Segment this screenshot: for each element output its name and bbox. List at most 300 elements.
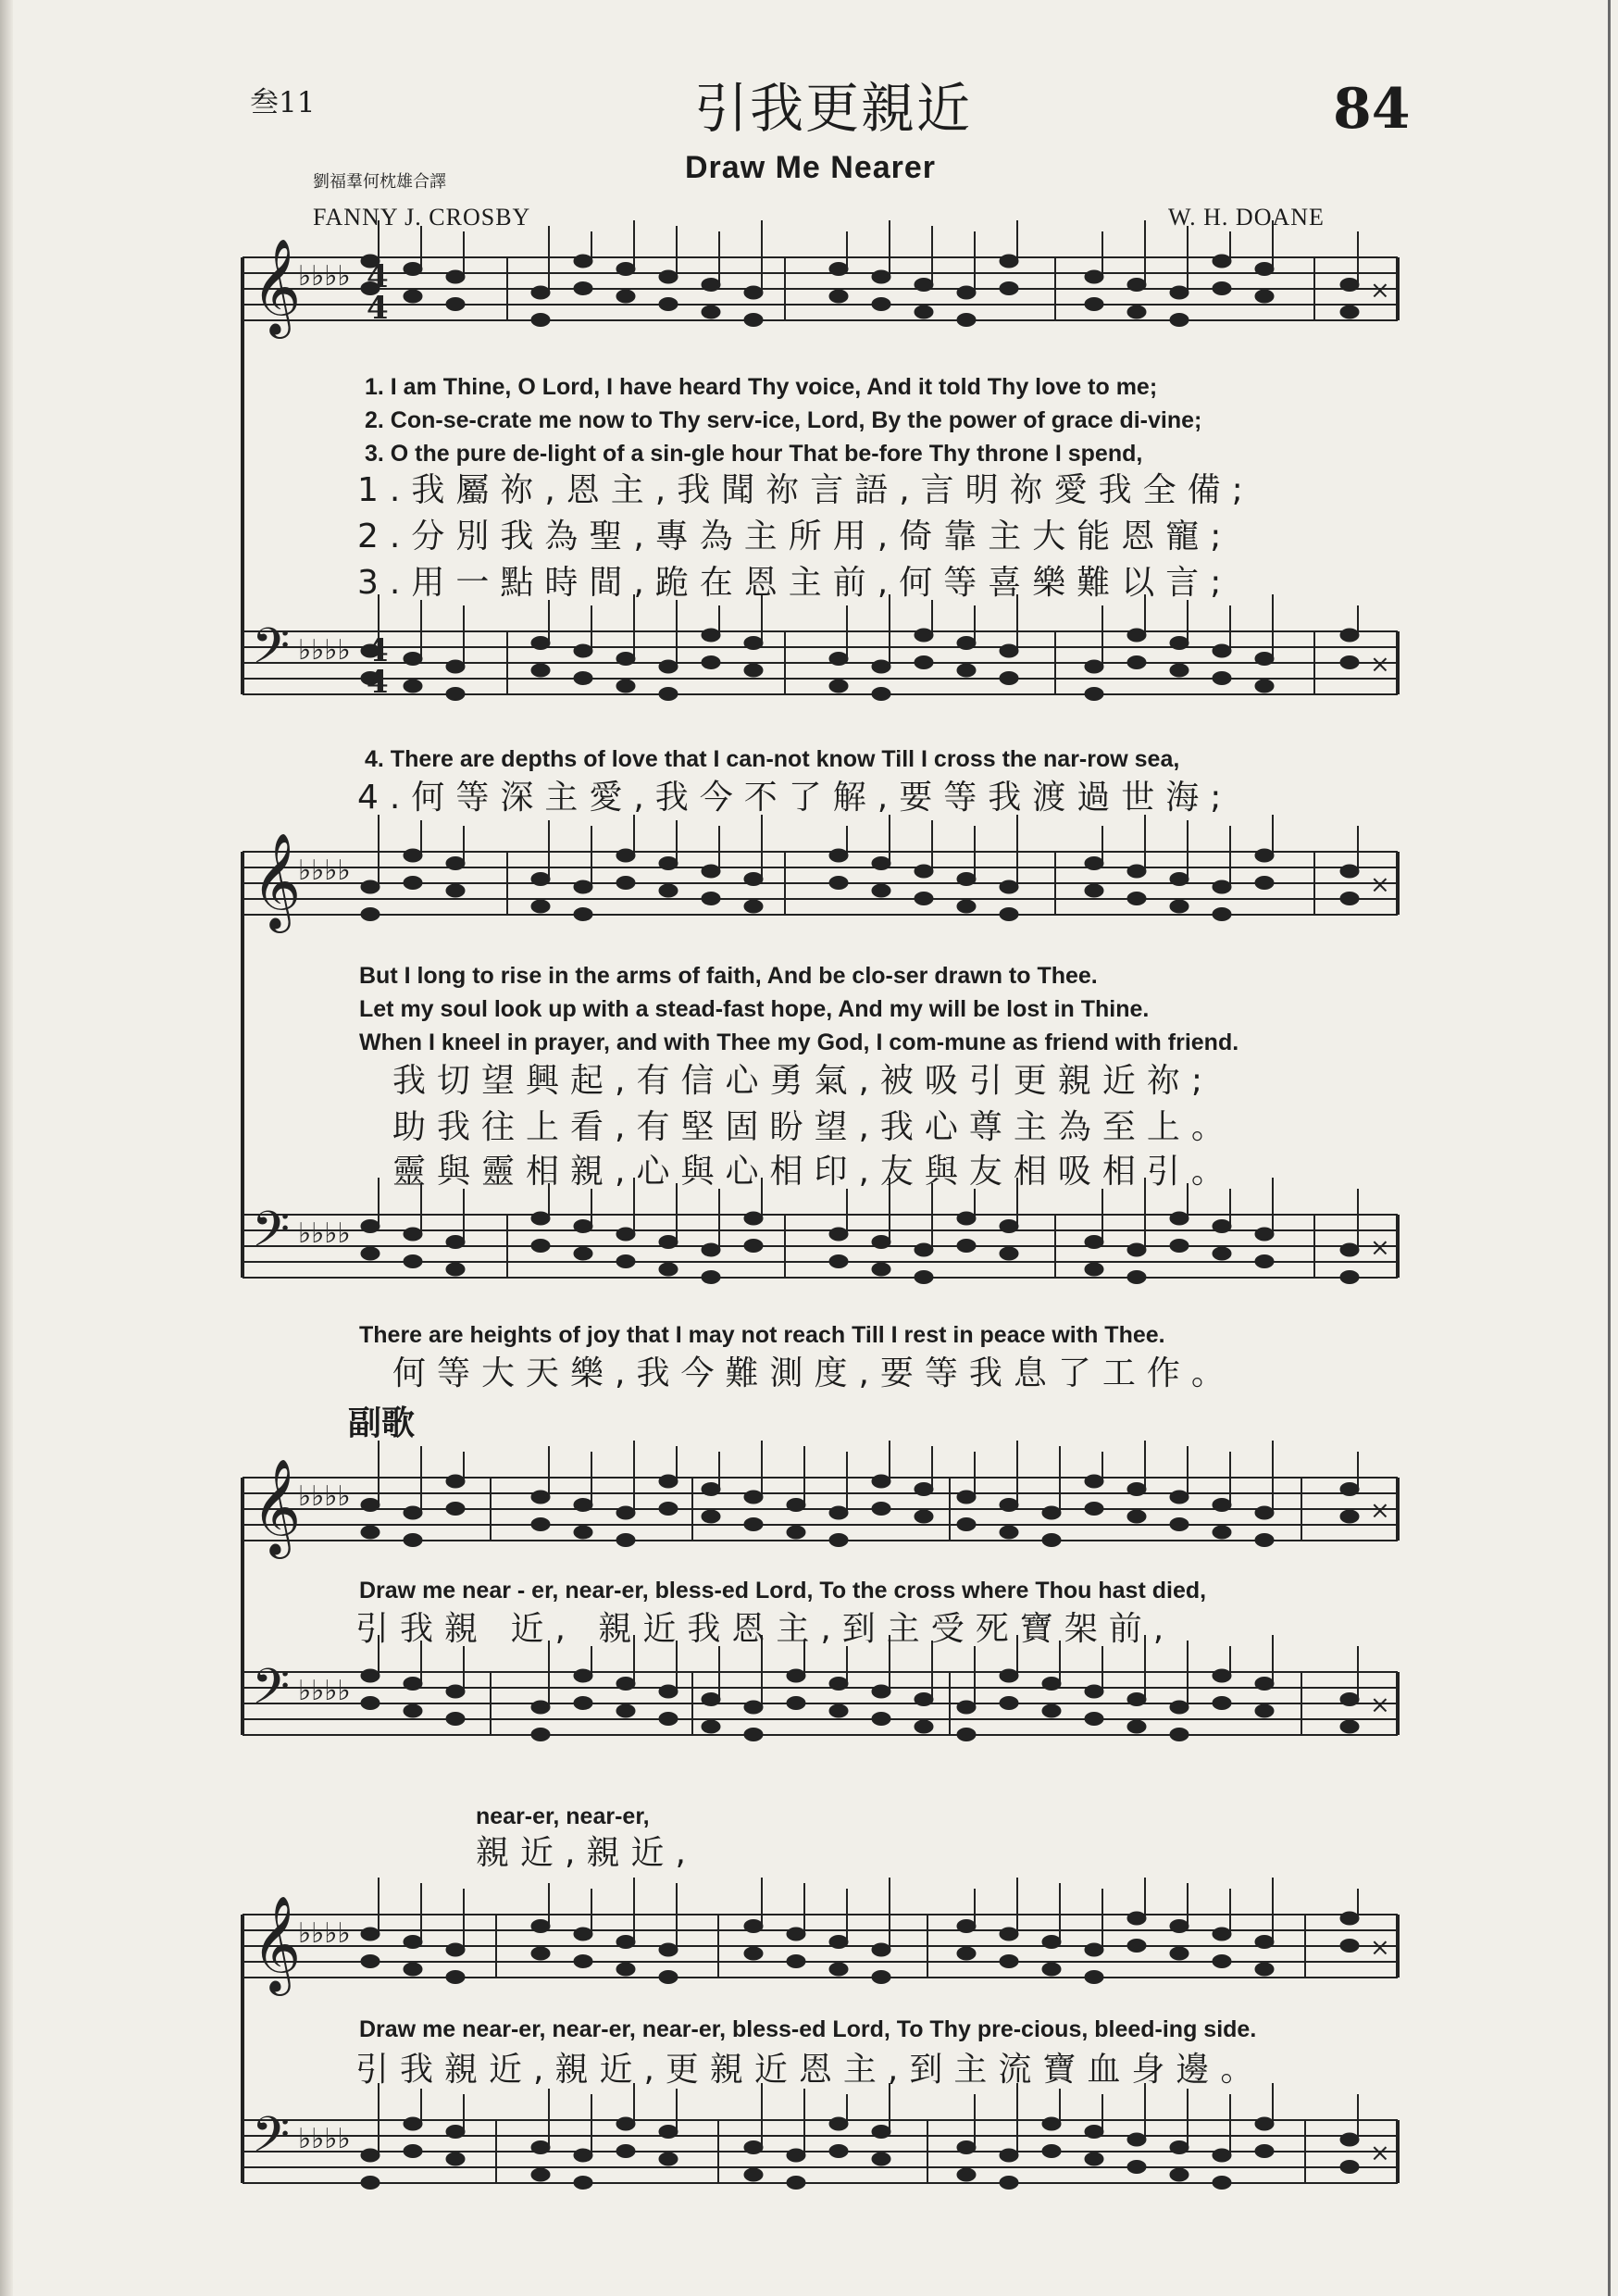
note-head xyxy=(1255,1704,1274,1717)
note-head xyxy=(872,884,890,897)
note-head xyxy=(787,1526,805,1539)
note-head xyxy=(957,1491,976,1504)
note-head xyxy=(1340,306,1359,318)
note-head xyxy=(446,1685,465,1698)
verse4-line1-zh: 4.何等深主愛,我今不了解,要等我渡過世海; xyxy=(357,779,1233,817)
key-signature-flats: ♭♭♭♭ xyxy=(298,2123,351,2155)
note-head xyxy=(872,2126,890,2139)
note-head xyxy=(404,1936,422,1949)
note-head xyxy=(1000,1220,1018,1233)
note-head xyxy=(616,1228,635,1241)
note-head xyxy=(531,1212,550,1225)
chorus-echo: near-er, near-er, xyxy=(476,1803,650,1829)
note-head xyxy=(1170,286,1189,299)
note-head xyxy=(531,1728,550,1741)
note-head xyxy=(1042,1534,1061,1547)
note-head xyxy=(1213,880,1231,893)
note-head xyxy=(1085,660,1103,673)
note-head xyxy=(829,1704,848,1717)
note-head xyxy=(1127,1510,1146,1523)
fermata-mark-icon: × xyxy=(1370,2140,1390,2167)
note-head xyxy=(1000,908,1018,921)
bass-clef-icon: 𝄢 xyxy=(252,2107,291,2176)
time-signature: 4 xyxy=(367,632,389,669)
note-head xyxy=(404,1255,422,1268)
note-head xyxy=(531,664,550,677)
note-head xyxy=(404,1228,422,1241)
note-head xyxy=(659,2126,678,2139)
note-head xyxy=(1213,1247,1231,1260)
note-head xyxy=(915,306,933,318)
note-head xyxy=(829,1534,848,1547)
note-head xyxy=(702,1483,720,1496)
bass-clef-icon: 𝄢 xyxy=(252,1659,291,1728)
fermata-mark-icon: × xyxy=(1370,1691,1390,1719)
note-head xyxy=(1127,306,1146,318)
note-head xyxy=(361,2177,380,2190)
note-head xyxy=(872,660,890,673)
note-head xyxy=(659,884,678,897)
note-head xyxy=(872,1713,890,1726)
key-signature-flats: ♭♭♭♭ xyxy=(298,855,351,887)
note-head xyxy=(1255,290,1274,303)
note-head xyxy=(957,900,976,913)
translators: 劉福羣何枕雄合譯 xyxy=(313,172,446,192)
note-head xyxy=(1000,1247,1018,1260)
note-head xyxy=(1000,2177,1018,2190)
note-head xyxy=(1170,2168,1189,2181)
note-head xyxy=(574,908,592,921)
note-head xyxy=(574,2149,592,2162)
verse3-line1-zh: 3.用一點時間,跪在恩主前,何等喜樂難以言; xyxy=(357,564,1233,602)
note-head xyxy=(744,2141,763,2154)
fermata-mark-icon: × xyxy=(1370,871,1390,899)
note-head xyxy=(361,2149,380,2162)
note-head xyxy=(1255,1936,1274,1949)
verse1-line2-zh: 我切望興起,有信心勇氣,被吸引更親近祢; xyxy=(392,1062,1214,1100)
note-head xyxy=(1000,1697,1018,1710)
note-head xyxy=(702,306,720,318)
note-head xyxy=(829,290,848,303)
note-head xyxy=(1085,1263,1103,1276)
note-head xyxy=(659,2152,678,2165)
note-head xyxy=(1042,2117,1061,2130)
note-head xyxy=(1000,880,1018,893)
note-head xyxy=(702,892,720,905)
treble-clef-icon: 𝄞 xyxy=(252,1458,302,1555)
note-head xyxy=(1085,884,1103,897)
note-head xyxy=(616,680,635,693)
time-signature: 4 xyxy=(367,258,389,295)
fermata-mark-icon: × xyxy=(1370,1934,1390,1962)
note-head xyxy=(1085,2152,1103,2165)
hymnal-signature: 叁11 xyxy=(250,86,316,119)
note-head xyxy=(531,2168,550,2181)
treble-clef-icon: 𝄞 xyxy=(252,832,302,930)
note-head xyxy=(915,1243,933,1256)
note-head xyxy=(915,1510,933,1523)
note-head xyxy=(404,849,422,862)
fermata-mark-icon: × xyxy=(1370,1497,1390,1525)
note-head xyxy=(1170,1212,1189,1225)
note-head xyxy=(1340,1483,1359,1496)
note-head xyxy=(829,2117,848,2130)
note-head xyxy=(872,1475,890,1488)
note-head xyxy=(787,2177,805,2190)
note-head xyxy=(1127,656,1146,669)
note-head xyxy=(531,1518,550,1531)
note-head xyxy=(1213,1928,1231,1940)
verse4-line2: There are heights of joy that I may not reach Till I rest in peace with Thee. xyxy=(359,1322,1165,1348)
note-head xyxy=(1085,688,1103,701)
note-head xyxy=(787,1928,805,1940)
note-head xyxy=(872,270,890,283)
note-head xyxy=(404,1678,422,1691)
note-head xyxy=(1213,1697,1231,1710)
key-signature-flats: ♭♭♭♭ xyxy=(298,634,351,667)
chorus-line1: Draw me near - er, near-er, bless-ed Lord, To the cross where Thou hast died, xyxy=(359,1578,1207,1603)
note-head xyxy=(446,660,465,673)
note-head xyxy=(659,1503,678,1516)
note-head xyxy=(616,290,635,303)
fermata-mark-icon: × xyxy=(1370,277,1390,305)
note-head xyxy=(787,1697,805,1710)
note-head xyxy=(702,629,720,642)
verse2-line1: 2. Con-se-crate me now to Thy serv-ice, Lord, By the power of grace di-vine; xyxy=(365,407,1202,433)
note-head xyxy=(957,1212,976,1225)
note-head xyxy=(574,1697,592,1710)
verse3-line2-zh: 靈與靈相親,心與心相印,友與友相吸相引。 xyxy=(392,1153,1236,1191)
note-head xyxy=(361,1697,380,1710)
note-head xyxy=(446,1943,465,1956)
verse3-line2: When I kneel in prayer, and with Thee my God, I com-mune as friend with friend. xyxy=(359,1029,1239,1055)
note-head xyxy=(744,314,763,327)
note-head xyxy=(915,656,933,669)
note-head xyxy=(702,656,720,669)
note-head xyxy=(1085,1685,1103,1698)
note-head xyxy=(574,672,592,685)
key-signature-flats: ♭♭♭♭ xyxy=(298,1917,351,1950)
title-chinese: 引我更親近 xyxy=(694,77,973,140)
note-head xyxy=(404,1704,422,1717)
time-signature: 4 xyxy=(367,664,389,701)
note-head xyxy=(1170,1240,1189,1253)
note-head xyxy=(1000,2149,1018,2162)
note-head xyxy=(531,873,550,886)
note-head xyxy=(446,1503,465,1516)
note-head xyxy=(702,1693,720,1706)
note-head xyxy=(829,1228,848,1241)
note-head xyxy=(829,1255,848,1268)
note-head xyxy=(361,1499,380,1512)
note-head xyxy=(1255,1255,1274,1268)
note-head xyxy=(446,2152,465,2165)
note-head xyxy=(1213,672,1231,685)
key-signature-flats: ♭♭♭♭ xyxy=(298,1480,351,1513)
note-head xyxy=(787,2149,805,2162)
note-head xyxy=(531,1701,550,1714)
note-head xyxy=(446,1475,465,1488)
note-head xyxy=(744,1728,763,1741)
note-head xyxy=(446,688,465,701)
note-head xyxy=(829,680,848,693)
note-head xyxy=(1000,1955,1018,1968)
note-head xyxy=(1170,1701,1189,1714)
note-head xyxy=(744,1947,763,1960)
note-head xyxy=(1042,1678,1061,1691)
note-head xyxy=(829,263,848,276)
note-head xyxy=(1085,1503,1103,1516)
treble-clef-icon: 𝄞 xyxy=(252,1895,302,1992)
note-head xyxy=(574,1499,592,1512)
note-head xyxy=(574,644,592,657)
note-head xyxy=(1000,644,1018,657)
note-head xyxy=(404,653,422,666)
verse1-line1: 1. I am Thine, O Lord, I have heard Thy voice, And it told Thy love to me; xyxy=(365,374,1158,400)
note-head xyxy=(1127,629,1146,642)
note-head xyxy=(702,279,720,292)
note-head xyxy=(957,873,976,886)
note-head xyxy=(744,2168,763,2181)
note-head xyxy=(829,1936,848,1949)
note-head xyxy=(616,2117,635,2130)
note-head xyxy=(829,877,848,890)
note-head xyxy=(1170,1491,1189,1504)
note-head xyxy=(446,1713,465,1726)
note-head xyxy=(744,900,763,913)
note-head xyxy=(1000,1499,1018,1512)
note-head xyxy=(744,1212,763,1225)
note-head xyxy=(1127,2161,1146,2174)
note-head xyxy=(915,1693,933,1706)
note-head xyxy=(1170,637,1189,650)
note-head xyxy=(574,1220,592,1233)
note-head xyxy=(872,298,890,311)
note-head xyxy=(404,680,422,693)
note-head xyxy=(659,298,678,311)
note-head xyxy=(1127,1693,1146,1706)
note-head xyxy=(1213,2177,1231,2190)
note-head xyxy=(404,1534,422,1547)
note-head xyxy=(1213,644,1231,657)
note-head xyxy=(1127,1940,1146,1953)
note-head xyxy=(1170,1947,1189,1960)
note-head xyxy=(1127,1912,1146,1925)
note-head xyxy=(702,865,720,878)
note-head xyxy=(1340,629,1359,642)
note-head xyxy=(957,1920,976,1933)
note-head xyxy=(361,1247,380,1260)
verse3-line1: 3. O the pure de-light of a sin-gle hour That be-fore Thy throne I spend, xyxy=(365,441,1143,467)
note-head xyxy=(574,255,592,268)
note-head xyxy=(1213,1499,1231,1512)
note-head xyxy=(787,1669,805,1682)
note-head xyxy=(957,2141,976,2154)
note-head xyxy=(1213,2149,1231,2162)
note-head xyxy=(744,1920,763,1933)
verse1-line2: But I long to rise in the arms of faith, And be clo-ser drawn to Thee. xyxy=(359,963,1098,989)
note-head xyxy=(531,2141,550,2154)
note-head xyxy=(915,1271,933,1284)
note-head xyxy=(744,1701,763,1714)
note-head xyxy=(872,1503,890,1516)
note-head xyxy=(659,1713,678,1726)
note-head xyxy=(531,1240,550,1253)
note-head xyxy=(616,1963,635,1976)
note-head xyxy=(744,1491,763,1504)
note-head xyxy=(446,857,465,870)
note-head xyxy=(361,1955,380,1968)
note-head xyxy=(957,1947,976,1960)
note-head xyxy=(1340,1940,1359,1953)
note-head xyxy=(744,1518,763,1531)
note-head xyxy=(1340,279,1359,292)
note-head xyxy=(1340,1720,1359,1733)
note-head xyxy=(915,629,933,642)
verse4-line1: 4. There are depths of love that I can-not know Till I cross the nar-row sea, xyxy=(365,746,1180,772)
note-head xyxy=(787,1499,805,1512)
note-head xyxy=(957,1728,976,1741)
note-head xyxy=(872,688,890,701)
note-head xyxy=(531,1491,550,1504)
note-head xyxy=(1127,1271,1146,1284)
note-head xyxy=(957,314,976,327)
note-head xyxy=(1000,1928,1018,1940)
key-signature-flats: ♭♭♭♭ xyxy=(298,260,351,293)
note-head xyxy=(1085,1475,1103,1488)
bass-clef-icon: 𝄢 xyxy=(252,1202,291,1270)
note-head xyxy=(1340,656,1359,669)
note-head xyxy=(659,1685,678,1698)
note-head xyxy=(1255,2117,1274,2130)
note-head xyxy=(531,1947,550,1960)
note-head xyxy=(659,857,678,870)
note-head xyxy=(616,263,635,276)
note-head xyxy=(957,664,976,677)
note-head xyxy=(957,637,976,650)
time-signature: 4 xyxy=(367,290,389,327)
note-head xyxy=(787,1955,805,1968)
note-head xyxy=(616,653,635,666)
author: FANNY J. CROSBY xyxy=(313,204,531,231)
note-head xyxy=(1127,1483,1146,1496)
note-head xyxy=(404,263,422,276)
note-head xyxy=(1000,1669,1018,1682)
note-head xyxy=(1340,1243,1359,1256)
note-head xyxy=(1213,1669,1231,1682)
chorus-echo-zh: 親近,親近, xyxy=(476,1834,697,1872)
note-head xyxy=(446,884,465,897)
note-head xyxy=(957,2168,976,2181)
note-head xyxy=(404,877,422,890)
note-head xyxy=(1000,255,1018,268)
note-head xyxy=(744,637,763,650)
note-head xyxy=(531,900,550,913)
note-head xyxy=(616,1704,635,1717)
note-head xyxy=(872,857,890,870)
note-head xyxy=(1042,1963,1061,1976)
note-head xyxy=(1255,1506,1274,1519)
note-head xyxy=(1170,1518,1189,1531)
note-head xyxy=(659,1263,678,1276)
note-head xyxy=(957,1518,976,1531)
verse2-line1-zh: 2.分別我為聖,專為主所用,倚靠主大能恩寵; xyxy=(357,518,1233,555)
note-head xyxy=(404,290,422,303)
note-head xyxy=(659,1943,678,1956)
bass-clef-icon: 𝄢 xyxy=(252,618,291,687)
note-head xyxy=(361,880,380,893)
note-head xyxy=(1340,892,1359,905)
note-head xyxy=(1255,1534,1274,1547)
note-head xyxy=(1170,2141,1189,2154)
note-head xyxy=(1085,1713,1103,1726)
note-head xyxy=(1340,1693,1359,1706)
verse2-line2: Let my soul look up with a stead-fast hope, And my will be lost in Thine. xyxy=(359,996,1150,1022)
note-head xyxy=(1085,2126,1103,2139)
note-head xyxy=(1042,2145,1061,2158)
note-head xyxy=(1340,2161,1359,2174)
note-head xyxy=(1213,1220,1231,1233)
note-head xyxy=(659,1475,678,1488)
note-head xyxy=(915,892,933,905)
note-head xyxy=(872,1971,890,1984)
note-head xyxy=(957,286,976,299)
note-head xyxy=(659,1236,678,1249)
note-head xyxy=(446,270,465,283)
note-head xyxy=(702,1720,720,1733)
note-head xyxy=(1127,1243,1146,1256)
note-head xyxy=(1042,1936,1061,1949)
note-head xyxy=(531,314,550,327)
note-head xyxy=(1255,653,1274,666)
note-head xyxy=(404,2145,422,2158)
note-head xyxy=(1085,1971,1103,1984)
note-head xyxy=(702,1271,720,1284)
note-head xyxy=(446,2126,465,2139)
note-head xyxy=(1127,2133,1146,2146)
key-signature-flats: ♭♭♭♭ xyxy=(298,1217,351,1250)
note-head xyxy=(957,1240,976,1253)
note-head xyxy=(829,1506,848,1519)
note-head xyxy=(872,1263,890,1276)
chorus-line2: Draw me near-er, near-er, near-er, bless-ed Lord, To Thy pre-cious, bleed-ing side. xyxy=(359,2016,1257,2042)
note-head xyxy=(574,880,592,893)
note-head xyxy=(446,1263,465,1276)
key-signature-flats: ♭♭♭♭ xyxy=(298,1675,351,1707)
note-head xyxy=(744,1240,763,1253)
note-head xyxy=(1042,1506,1061,1519)
note-head xyxy=(659,270,678,283)
note-head xyxy=(702,1243,720,1256)
note-head xyxy=(574,1669,592,1682)
note-head xyxy=(1255,1228,1274,1241)
note-head xyxy=(616,849,635,862)
note-head xyxy=(404,2117,422,2130)
note-head xyxy=(1170,314,1189,327)
note-head xyxy=(574,1247,592,1260)
note-head xyxy=(1340,1912,1359,1925)
note-head xyxy=(659,1971,678,1984)
note-head xyxy=(361,908,380,921)
verse2-line2-zh: 助我往上看,有堅固盼望,我心尊主為至上。 xyxy=(392,1108,1236,1146)
note-head xyxy=(616,877,635,890)
note-head xyxy=(1255,263,1274,276)
note-head xyxy=(616,1506,635,1519)
chorus-label: 副歌 xyxy=(348,1404,416,1442)
note-head xyxy=(616,1678,635,1691)
note-head xyxy=(872,1943,890,1956)
note-head xyxy=(1170,1728,1189,1741)
